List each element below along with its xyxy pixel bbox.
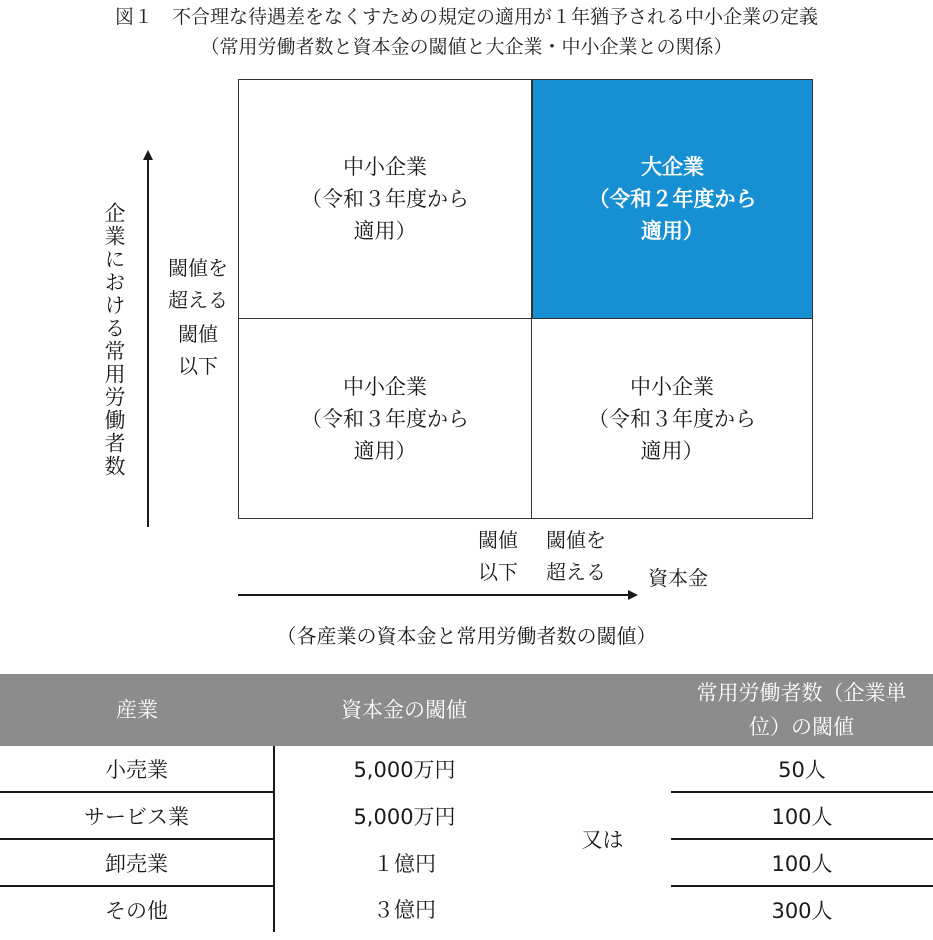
table-row (0, 886, 933, 932)
quadrant-bottom-right: 中小企業 （令和３年度から 適用） (532, 319, 813, 519)
cell-capital: ３億円 (373, 898, 436, 922)
figure-subtitle: （常用労働者数と資本金の閾値と大企業・中小企業との関係） (200, 36, 733, 58)
x-label-below: 閾値 以下 (478, 528, 518, 584)
header-industry: 産業 (0, 674, 274, 746)
x-label-above: 閾値を 超える (546, 528, 606, 584)
quadrant-bottom-left: 中小企業 （令和３年度から 適用） (238, 319, 532, 519)
cell-workers: 100人 (671, 839, 933, 886)
table-caption: （各産業の資本金と常用労働者数の閾値） (276, 624, 657, 648)
cell-workers: 100人 (671, 792, 933, 839)
y-label-below: 閾値 以下 (178, 322, 218, 378)
table-header-row (0, 674, 933, 746)
cell-capital: 5,000万円 (353, 804, 456, 829)
cell-capital: １億円 (373, 851, 436, 876)
cell-industry: その他 (0, 886, 274, 932)
table-row (0, 746, 933, 792)
quadrant-top-left: 中小企業 （令和３年度から 適用） (238, 79, 532, 319)
x-axis-arrow (238, 588, 640, 602)
quadrant-top-right-large-enterprise: 大企業 （令和２年度から 適用） (532, 79, 813, 319)
table-row (0, 792, 933, 839)
x-axis-title: 資本金 (648, 566, 708, 590)
y-axis-arrow (138, 150, 158, 530)
figure-title: 図１ 不合理な待遇差をなくすための規定の適用が１年猶予される中小企業の定義 (114, 6, 818, 28)
cell-workers: 50人 (671, 746, 933, 792)
cell-workers: 300人 (771, 898, 833, 923)
y-label-above: 閾値を 超える (168, 256, 228, 312)
header-capital: 資本金の閾値 (274, 674, 534, 746)
cell-capital: 5,000万円 (353, 758, 456, 782)
cell-industry: 小売業 (0, 746, 274, 792)
cell-industry: 卸売業 (0, 839, 274, 886)
header-workers: 常用労働者数（企業単位）の閾値 (534, 674, 933, 746)
table-row (0, 839, 933, 886)
cell-industry: サービス業 (0, 792, 274, 839)
cell-connector: 又は (581, 828, 624, 852)
y-axis-title: 企業における常用労働者数 (102, 202, 126, 478)
threshold-table (0, 674, 933, 932)
matrix (238, 79, 813, 519)
